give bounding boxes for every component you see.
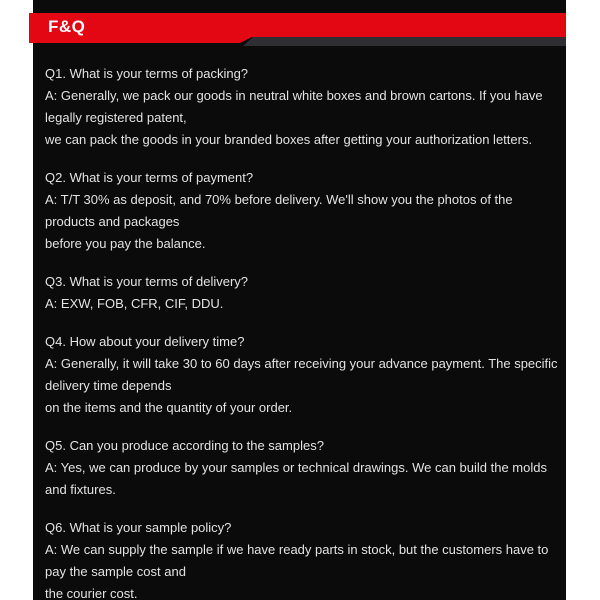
faq-question: Q3. What is your terms of delivery? — [45, 274, 249, 289]
faq-answer-line: and fixtures. — [45, 482, 116, 497]
faq-answer-line: A: T/T 30% as deposit, and 70% before delivery. We'll show you the photos of the — [45, 192, 513, 207]
faq-item — [45, 435, 557, 501]
faq-answer-line: A: Generally, we pack our goods in neutral white boxes and brown cartons. If you have — [45, 88, 543, 103]
faq-question: Q5. Can you produce according to the samples? — [45, 438, 324, 453]
faq-answer-line: before you pay the balance. — [45, 236, 206, 251]
faq-question: Q4. How about your delivery time? — [45, 334, 245, 349]
faq-answer-line: A: We can supply the sample if we have ready parts in stock, but the customers have to — [45, 542, 549, 557]
faq-item — [45, 167, 557, 255]
faq-question: Q6. What is your sample policy? — [45, 520, 232, 535]
faq-item — [45, 331, 557, 419]
faq-item — [45, 63, 557, 151]
faq-question: Q2. What is your terms of payment? — [45, 170, 254, 185]
faq-answer-line: the courier cost. — [45, 586, 138, 600]
faq-answer-line: products and packages — [45, 214, 180, 229]
faq-answer-line: we can pack the goods in your branded boxes after getting your authorization letters. — [45, 132, 533, 147]
faq-answer-line: delivery time depends — [45, 378, 172, 393]
header-ribbon-accent — [243, 37, 566, 46]
faq-answer-line: A: EXW, FOB, CFR, CIF, DDU. — [45, 296, 224, 311]
faq-answer-line: A: Generally, it will take 30 to 60 days after receiving your advance payment. The specific — [45, 356, 558, 371]
faq-question: Q1. What is your terms of packing? — [45, 66, 249, 81]
faq-answer-line: pay the sample cost and — [45, 564, 186, 579]
faq-answer-line: on the items and the quantity of your order. — [45, 400, 293, 415]
faq-item — [45, 271, 557, 315]
faq-list — [45, 63, 557, 600]
faq-answer-line: A: Yes, we can produce by your samples or technical drawings. We can build the molds — [45, 460, 547, 475]
page-title: F&Q — [48, 17, 86, 36]
faq-answer-line: legally registered patent, — [45, 110, 187, 125]
faq-item — [45, 517, 557, 600]
